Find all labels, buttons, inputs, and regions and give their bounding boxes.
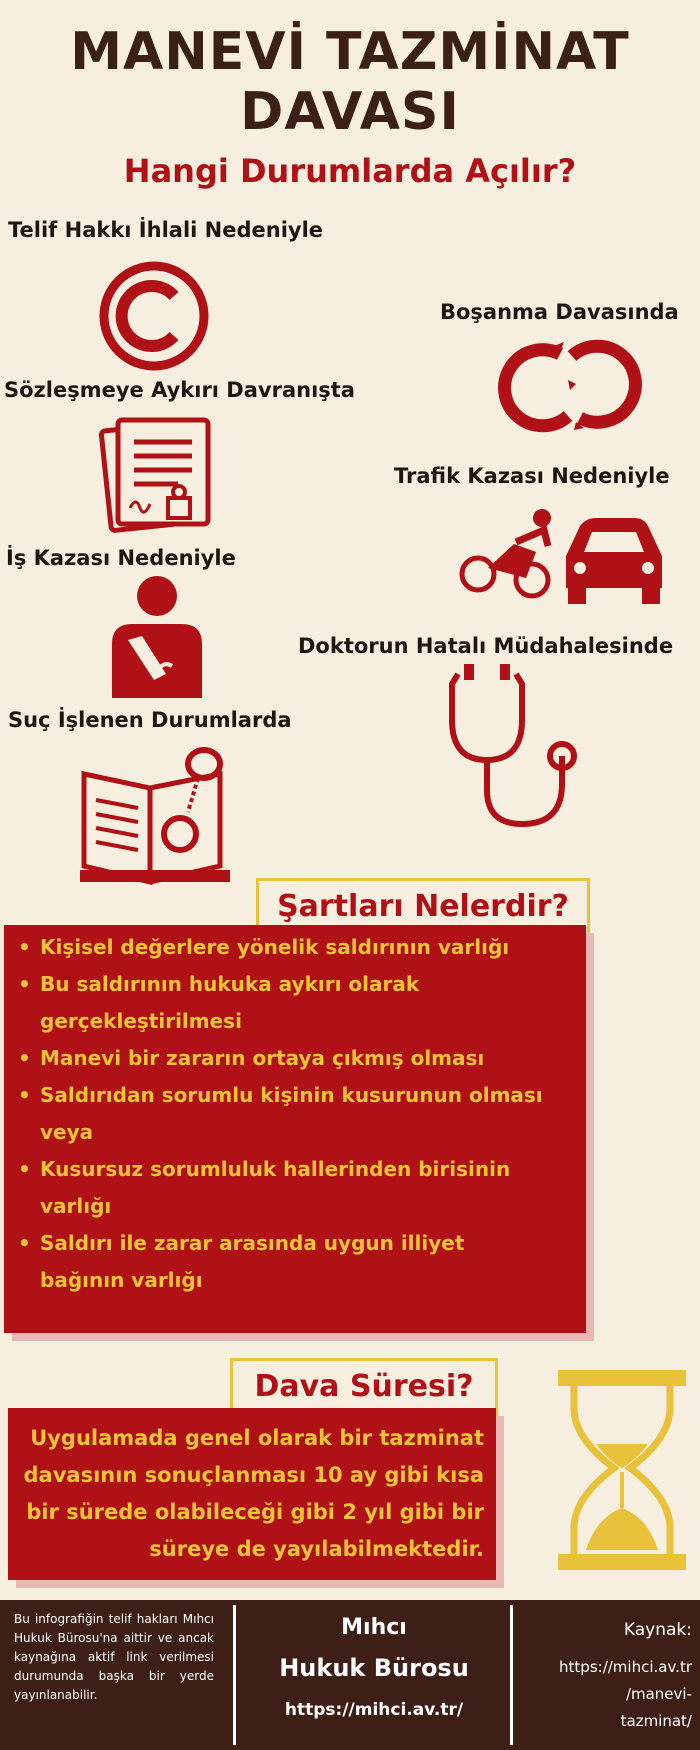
law-book-handcuffs-icon	[80, 742, 240, 888]
condition-item: • Kişisel değerlere yönelik saldırının varlığı	[10, 929, 586, 966]
page-subtitle: Hangi Durumlarda Açılır?	[123, 152, 577, 190]
conditions-heading: Şartları Nelerdir?	[256, 878, 590, 936]
bike-car-accident-icon	[456, 504, 670, 608]
condition-item: • Saldırı ile zarar arasında uygun illiyet bağının varlığı	[10, 1225, 586, 1299]
condition-item: • Manevi bir zararın ortaya çıkmış olması	[10, 1040, 586, 1077]
hourglass-icon	[556, 1368, 688, 1572]
condition-item: • Kusursuz sorumluluk hallerinden birisinin varlığı	[10, 1151, 586, 1225]
source-label: Kaynak:	[623, 1620, 692, 1640]
case-label-traffic: Trafik Kazası Nedeniyle	[394, 464, 670, 488]
case-label-copyright: Telif Hakkı İhlali Nedeniyle	[8, 218, 324, 242]
source-link[interactable]: https://mihci.av.tr /manevi- tazminat/	[559, 1658, 692, 1730]
injured-worker-icon	[104, 574, 210, 700]
page-title-line2: DAVASI	[240, 82, 460, 142]
copyright-icon	[96, 258, 212, 374]
conditions-list	[4, 925, 586, 1299]
duration-heading: Dava Süresi?	[230, 1358, 498, 1416]
case-label-contract: Sözleşmeye Aykırı Davranışta	[4, 378, 355, 402]
copyright-note: Bu infografiğin telif hakları Mıhcı Hukuk Bürosu'na aittir ve ancak kaynağına aktif link verilmesi durumunda başka bir yerde yayınlanabilir.	[14, 1612, 214, 1702]
duration-box	[8, 1408, 496, 1580]
case-label-doctor: Doktorun Hatalı Müdahalesinde	[298, 634, 674, 658]
condition-item: • Saldırıdan sorumlu kişinin kusurunun olması veya	[10, 1077, 586, 1151]
page-title: MANEVİ TAZMİNAT	[70, 22, 630, 82]
case-label-divorce: Boşanma Davasında	[440, 300, 679, 324]
condition-item: • Bu saldırının hukuka aykırı olarak gerçekleştirilmesi	[10, 966, 586, 1040]
broken-rings-icon	[490, 336, 650, 436]
contract-icon	[98, 414, 220, 534]
firm-url-link[interactable]: https://mihci.av.tr/	[284, 1700, 464, 1720]
stethoscope-icon	[440, 660, 600, 832]
case-label-crime: Suç İşlenen Durumlarda	[8, 708, 292, 732]
firm-name: Mıhcı Hukuk Bürosu	[279, 1615, 469, 1682]
conditions-box	[4, 925, 586, 1333]
duration-text: Uygulamada genel olarak bir tazminat davasının sonuçlanması 10 ay gibi kısa bir sürede olabileceği gibi 2 yıl gibi bir süreye de yayılabilmektedir.	[23, 1426, 484, 1561]
case-label-work-accident: İş Kazası Nedeniyle	[6, 546, 236, 570]
footer-divider	[233, 1605, 236, 1745]
footer-divider	[510, 1605, 513, 1745]
